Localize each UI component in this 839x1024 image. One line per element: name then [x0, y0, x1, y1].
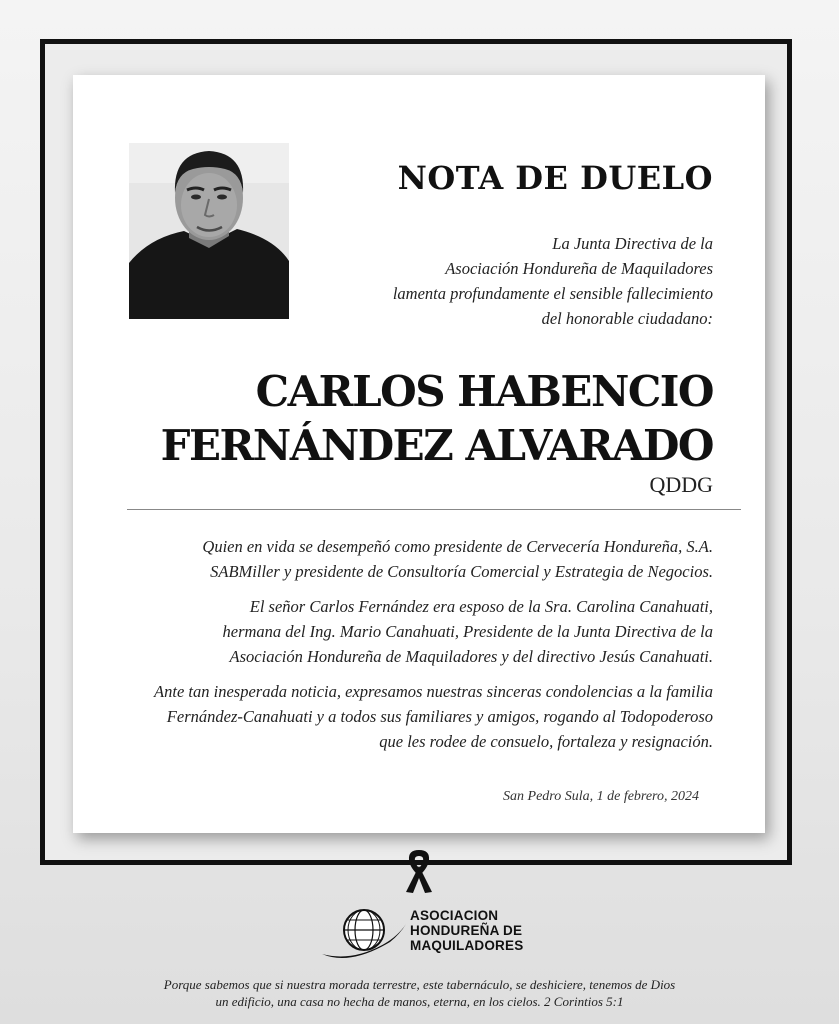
verse-line: un edificio, una casa no hecha de manos, eterna, en los cielos. 2 Corintios 5:1 [215, 994, 624, 1009]
logo-line: ASOCIACION [410, 908, 499, 923]
portrait-photo [129, 143, 289, 319]
body-line: SABMiller y presidente de Consultoría Comercial y Estrategia de Negocios. [210, 562, 713, 581]
notice-title: NOTA DE DUELO [397, 159, 713, 197]
association-logo [320, 904, 540, 962]
divider [127, 509, 741, 510]
verse-line: Porque sabemos que si nuestra morada terrestre, este tabernáculo, se deshiciere, tenemos de Dios [163, 977, 676, 992]
body-line: Fernández-Canahuati y a todos sus familiares y amigos, rogando al Todopoderoso [166, 707, 713, 726]
logo-line: HONDUREÑA DE [410, 923, 523, 938]
paragraph [113, 534, 713, 584]
notice-card [73, 75, 765, 833]
date-line: San Pedro Sula, 1 de febrero, 2024 [503, 789, 699, 804]
bible-verse [0, 976, 839, 1010]
logo-text [410, 908, 523, 953]
intro-line: Asociación Hondureña de Maquiladores [445, 259, 713, 278]
globe-swoosh-icon [320, 904, 408, 962]
body-line: Asociación Hondureña de Maquiladores y del directivo Jesús Canahuati. [229, 647, 713, 666]
body-line: que les rodee de consuelo, fortaleza y resignación. [379, 732, 713, 751]
intro-line: del honorable ciudadano: [541, 309, 713, 328]
body-line: hermana del Ing. Mario Canahuati, Presidente de la Junta Directiva de la [222, 622, 713, 641]
name-line: FERNÁNDEZ ALVARADO [160, 421, 713, 470]
paragraph [113, 679, 713, 754]
intro-line: La Junta Directiva de la [552, 234, 713, 253]
logo-line: MAQUILADORES [410, 938, 524, 953]
mourning-ribbon-icon [402, 848, 436, 894]
intro-text [293, 231, 713, 331]
intro-line: lamenta profundamente el sensible fallecimiento [392, 284, 713, 303]
name-line: CARLOS HABENCIO [255, 367, 713, 416]
body-line: Quien en vida se desempeñó como presidente de Cervecería Hondureña, S.A. [202, 537, 713, 556]
qddg-suffix: QDDG [649, 472, 713, 497]
paragraph [113, 594, 713, 669]
body-line: Ante tan inesperada noticia, expresamos nuestras sinceras condolencias a la familia [154, 682, 713, 701]
notice-body [113, 534, 713, 764]
body-line: El señor Carlos Fernández era esposo de la Sra. Carolina Canahuati, [249, 597, 713, 616]
deceased-name [161, 365, 713, 473]
